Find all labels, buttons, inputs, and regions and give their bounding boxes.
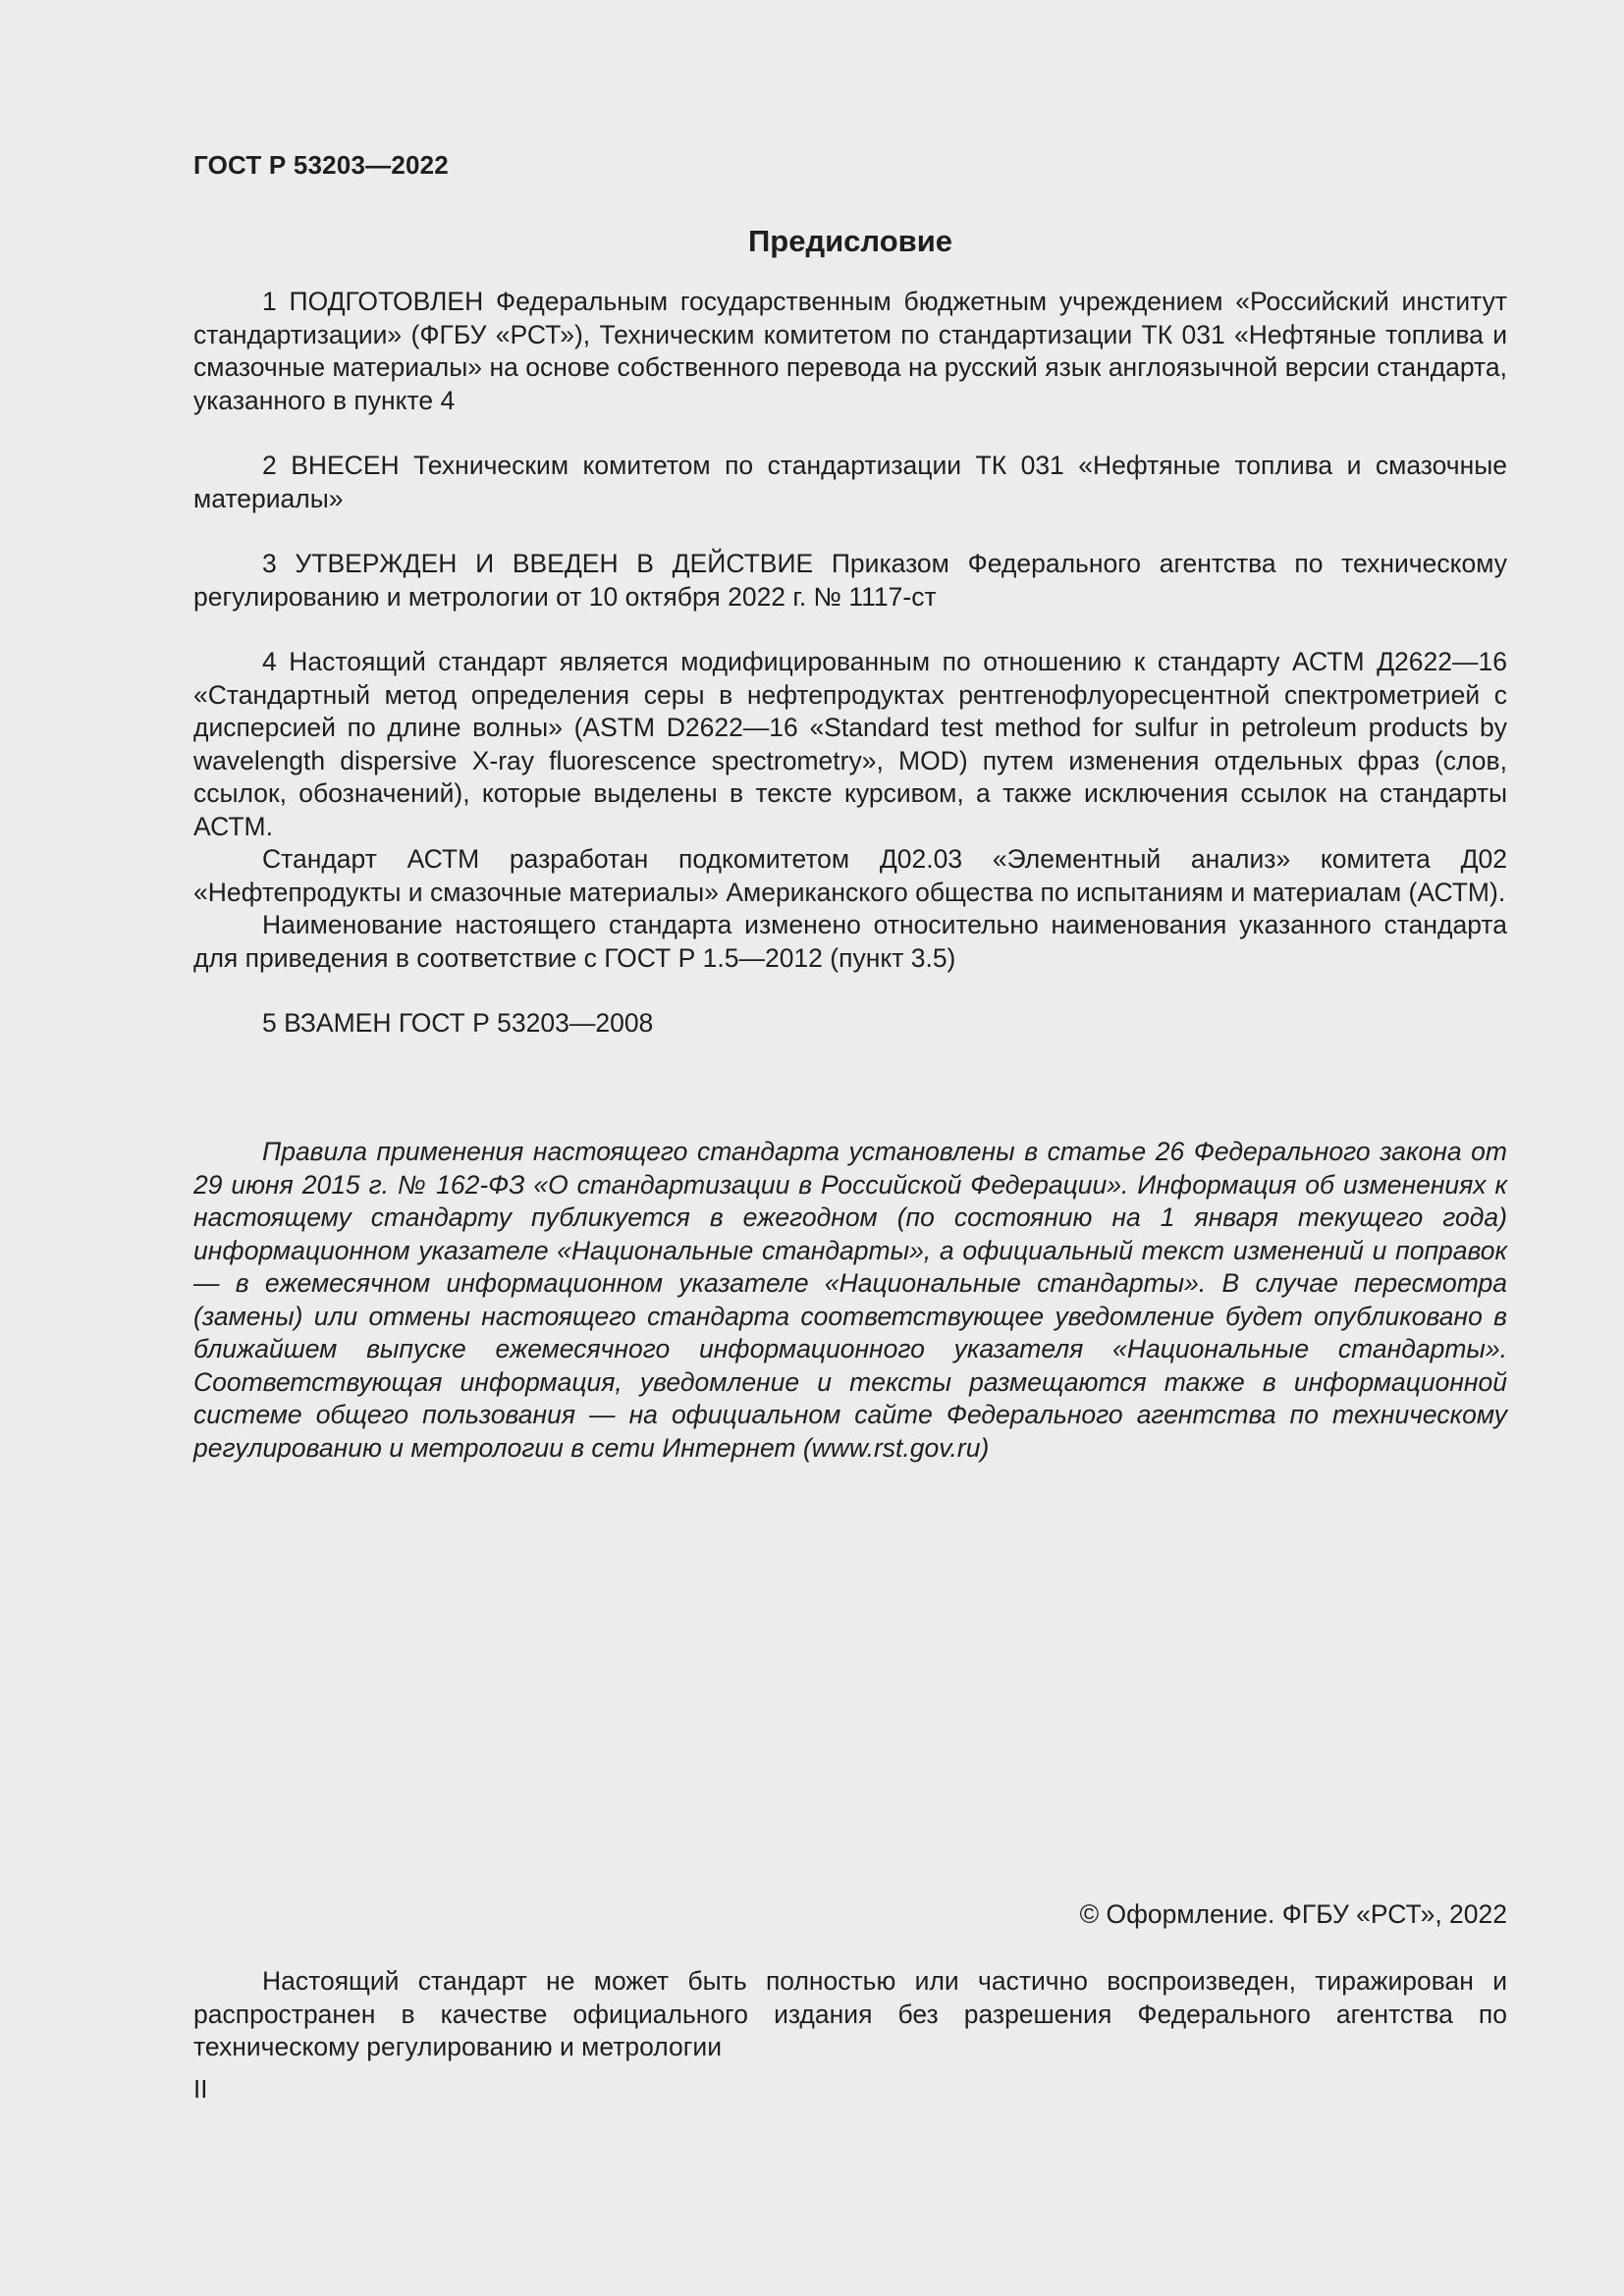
document-code: ГОСТ Р 53203—2022 xyxy=(193,150,449,180)
preface-item-4-name-note: Наименование настоящего стандарта изменено относительно наименования указанного стандарта для приведения в соответствие с ГОСТ Р 1.5—2012 (пункт 3.5) xyxy=(193,910,1507,973)
preface-item-4-astm-note: Стандарт АСТМ разработан подкомитетом Д02.03 «Элементный анализ» комитета Д02 «Нефтепродукты и смазочные материалы» Американского общества по испытаниям и материалам (АСТМ). xyxy=(193,844,1507,907)
reproduction-note-block xyxy=(193,1965,1507,2064)
preface-item-3: 3 УТВЕРЖДЕН И ВВЕДЕН В ДЕЙСТВИЕ Приказом Федерального агентства по техническому регулированию и метрологии от 10 октября 2022 г. № 1117-ст xyxy=(193,549,1507,612)
preface-title: Предисловие xyxy=(747,224,952,258)
rules-note-block xyxy=(193,1136,1507,1465)
page-number: II xyxy=(193,2074,208,2104)
preface-item-5: 5 ВЗАМЕН ГОСТ Р 53203—2008 xyxy=(262,1008,654,1038)
copyright: © Оформление. ФГБУ «РСТ», 2022 xyxy=(1079,1899,1507,1929)
preface-item-4: 4 Настоящий стандарт является модифицированным по отношению к стандарту АСТМ Д2622—16 «Стандартный метод определения серы в нефтепродуктах рентгенофлуоресцентной спектрометрией с дисперсией по длине волны» (ASTM D2622—16 «Standard test method for sulfur in petroleum products by wavelength dispersive X-ray fluorescence spectrometry», MOD) путем изменения отдельных фраз (слов, ссылок, обозначений), которые выделены в тексте курсивом, а также исключения ссылок на стандарты АСТМ. xyxy=(193,647,1507,841)
reproduction-note: Настоящий стандарт не может быть полностью или частично воспроизведен, тиражирован и распространен в качестве официального издания без разрешения Федерального агентства по техническому регулированию и метрологии xyxy=(193,1966,1507,2061)
preface-body xyxy=(193,286,1507,1041)
preface-item-1: 1 ПОДГОТОВЛЕН Федеральным государственным бюджетным учреждением «Российский институт стандартизации» (ФГБУ «РСТ»), Техническим комитетом по стандартизации ТК 031 «Нефтяные топлива и смазочные материалы» на основе собственного перевода на русский язык англоязычной версии стандарта, указанного в пункте 4 xyxy=(193,287,1507,415)
rules-note: Правила применения настоящего стандарта установлены в статье 26 Федерального закона от 29 июня 2015 г. № 162-ФЗ «О стандартизации в Российской Федерации». Информация об изменениях к настоящему стандарту публикуется в ежегодном (по состоянию на 1 января текущего года) информационном указателе «Национальные стандарты», а официальный текст изменений и поправок — в ежемесячном информационном указателе «Национальные стандарты». В случае пересмотра (замены) или отмены настоящего стандарта соответствующее уведомление будет опубликовано в ближайшем выпуске ежемесячного информационного указателя «Национальные стандарты». Соответствующая информация, уведомление и тексты размещаются также в информационной системе общего пользования — на официальном сайте Федерального агентства по техническому регулированию и метрологии в сети Интернет (www.rst.gov.ru) xyxy=(193,1137,1507,1463)
preface-item-2: 2 ВНЕСЕН Техническим комитетом по стандартизации ТК 031 «Нефтяные топлива и смазочные материалы» xyxy=(193,451,1507,513)
